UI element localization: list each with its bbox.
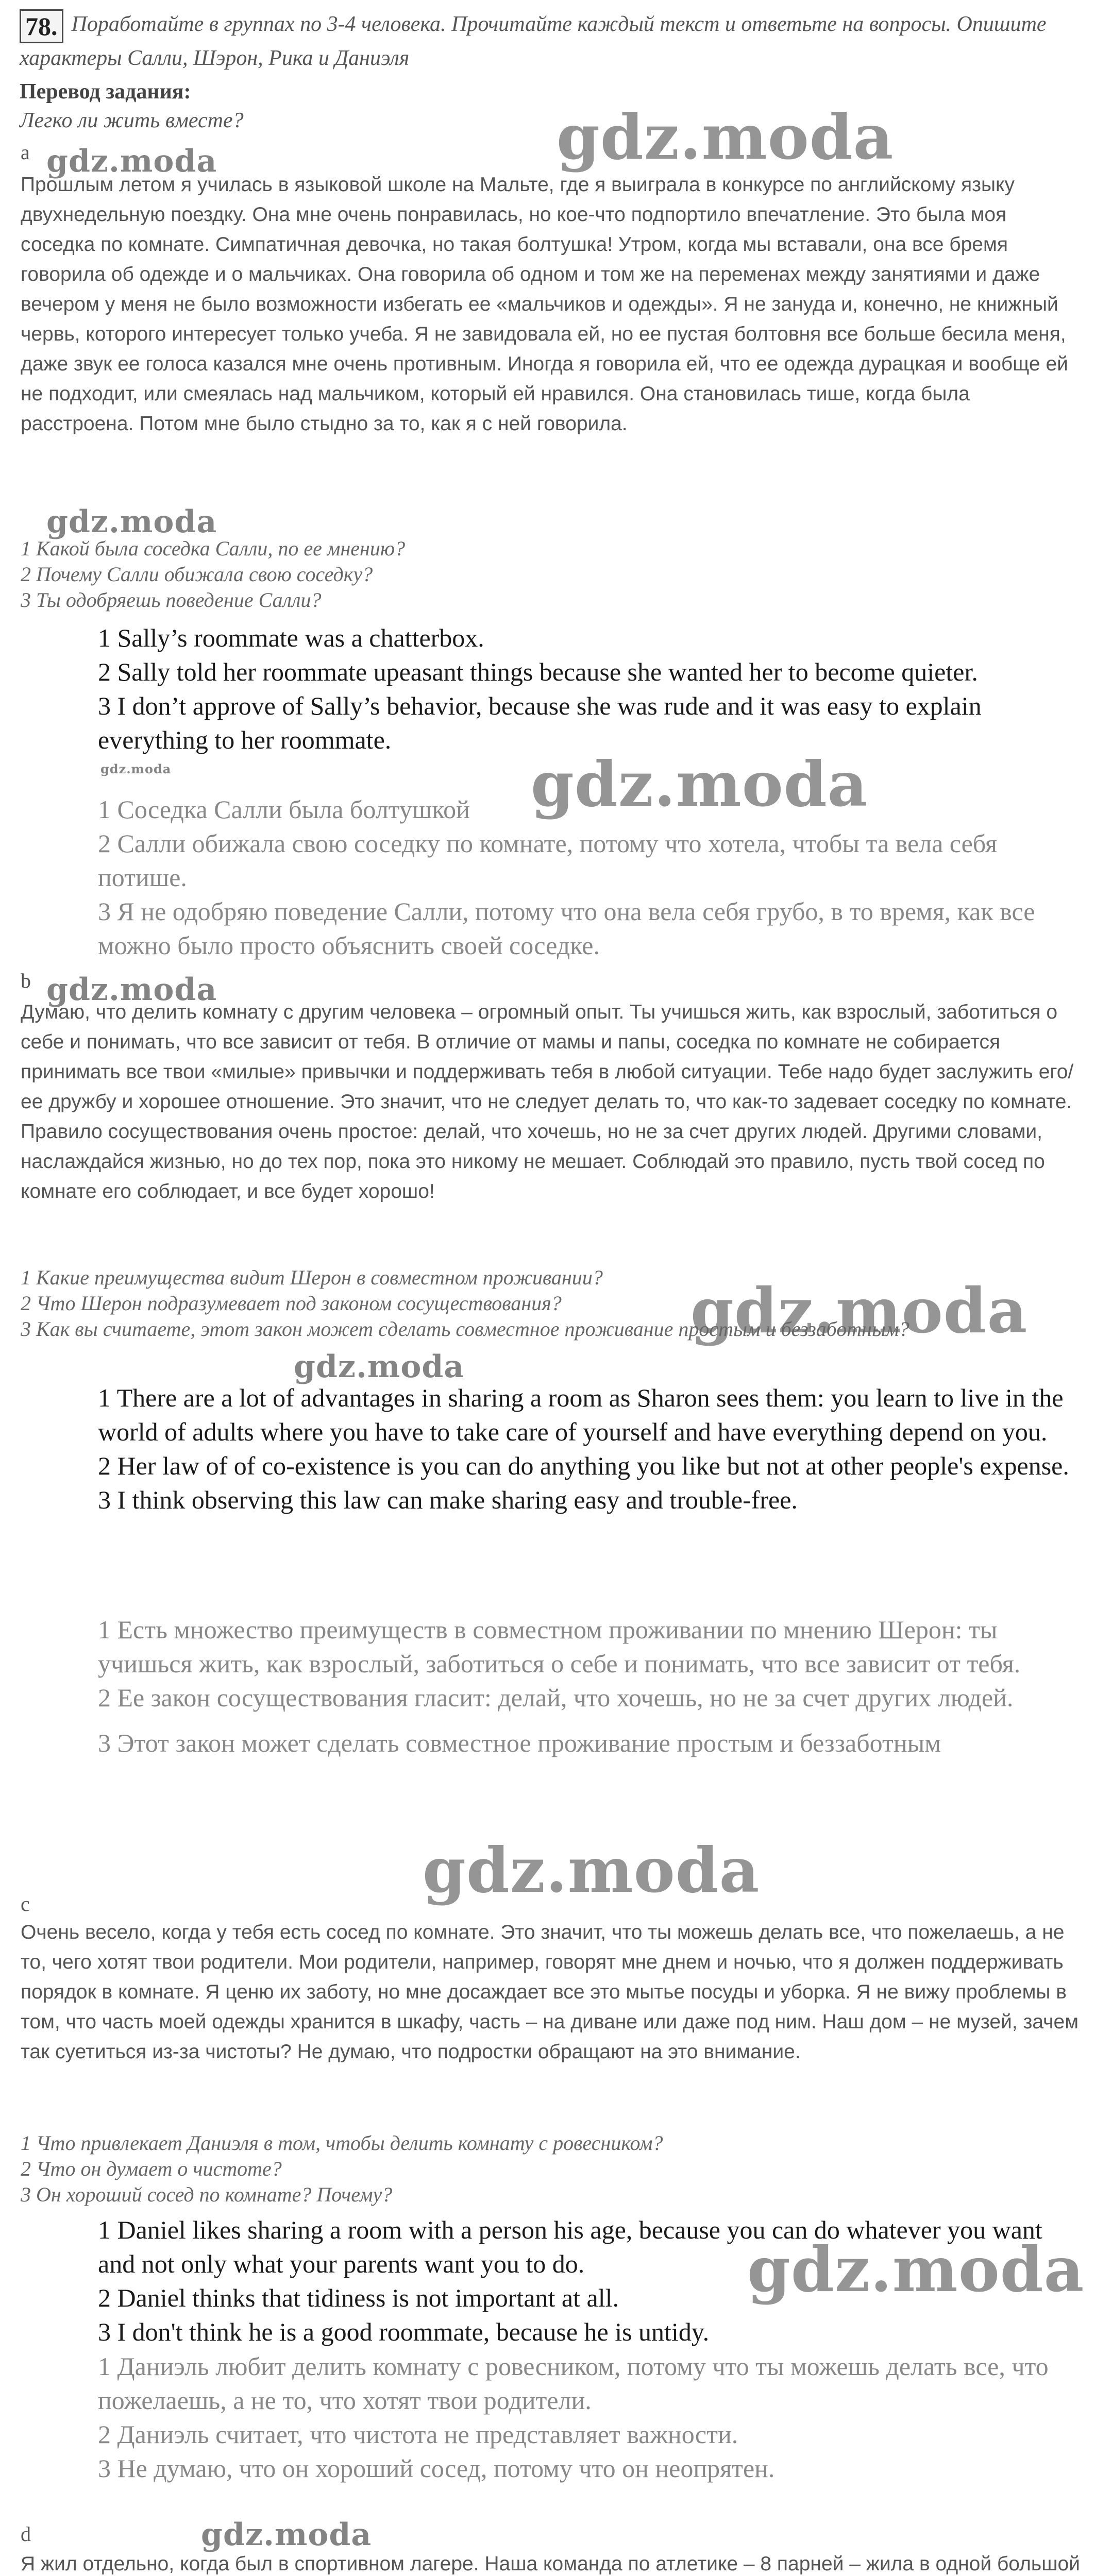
answer-en: 3 I think observing this law can make sharing easy and trouble-free. — [98, 1485, 798, 1514]
watermark: gdz.moda — [100, 761, 172, 776]
section-c-letter: c — [21, 1892, 30, 1916]
section-c-answers-ru — [98, 2349, 1077, 2485]
section-b-answers-en — [98, 1381, 1077, 1517]
question: 2 Почему Салли обижала свою соседку? — [21, 563, 373, 586]
answer-ru: 1 Даниэль любит делить комнату с ровесником, потому что ты можешь делать все, что пожелаешь, а не то, что хотят твои родители. — [98, 2352, 1049, 2415]
question: 3 Ты одобряешь поведение Салли? — [21, 588, 322, 612]
section-b-letter: b — [21, 969, 31, 992]
answer-ru: 2 Ее закон сосуществования гласит: делай, что хочешь, но не за счет других людей. — [98, 1683, 1014, 1712]
watermark: gdz.moda — [46, 504, 217, 540]
question: 2 Что он думает о чистоте? — [21, 2157, 282, 2180]
answer-en: 2 Daniel thinks that tidiness is not important at all. — [98, 2283, 619, 2312]
question: 3 Как вы считаете, этот закон может сделать совместное проживание простым и беззаботным? — [21, 1317, 909, 1341]
question: 1 Что привлекает Даниэля в том, чтобы делить комнату с ровесником? — [21, 2131, 663, 2155]
section-d-letter: d — [21, 2522, 31, 2546]
task-translation — [20, 77, 1091, 135]
question: 3 Он хороший сосед по комнате? Почему? — [21, 2183, 393, 2206]
watermark: gdz.moda — [747, 2233, 1085, 2306]
section-a-answers-ru — [98, 792, 1077, 962]
watermark: gdz.moda — [201, 2517, 372, 2553]
answer-ru: 2 Даниэль считает, что чистота не представляет важности. — [98, 2420, 738, 2449]
section-a-answers-en — [98, 621, 1077, 757]
answer-en: 1 Daniel likes sharing a room with a person his age, because you can do whatever you want and not only what your parents want you to do. — [98, 2215, 1042, 2278]
answer-en: 1 There are a lot of advantages in sharing a room as Sharon sees them: you learn to live in the world of adults where you have to take care of yourself and have everything depend on you. — [98, 1383, 1064, 1446]
section-d-body: Я жил отдельно, когда был в спортивном лагере. Наша команда по атлетике – 8 парней – жила в одной большой — [21, 2553, 1080, 2575]
answer-en: 3 I don't think he is a good roommate, because he is untidy. — [98, 2317, 710, 2346]
task-number: 78. — [20, 9, 63, 43]
watermark: gdz.moda — [531, 748, 868, 821]
task-header — [20, 9, 1091, 73]
section-c-questions — [21, 2130, 1092, 2208]
section-a-text: Прошлым летом я училась в языковой школе на Мальте, где я выиграла в конкурсе по английскому языку двухнедельную поездку. Она мне очень понравилась, но кое-что подпортило впечатление. Это была моя соседка по комнате. Симпатичная девочка, но такая болтушка! Утром, когда мы вставали, она все бремя говорила об одежде и о мальчиках. Она говорила об одном и том же на переменах между занятиями и даже вечером у меня не было возможности избегать ее «мальчиков и одежды». Я не зануда и, конечно, не книжный червь, которого интересует только учеба. Я не завидовала ей, но ее пустая болтовня все больше бесила меня, даже звук ее голоса казался мне очень противным. Иногда я говорила ей, что ее одежда дурацкая и вообще ей не подходит, или смеялась над мальчиком, который ей нравился. Она становилась тише, когда была расстроена. Потом мне было стыдно за то, как я с ней говорила. — [21, 174, 1068, 435]
answer-ru: 3 Я не одобряю поведение Салли, потому что она вела себя грубо, в то время, как все можно было просто объяснить своей соседке. — [98, 897, 1035, 960]
task-instruction: Поработайте в группах по 3-4 человека. Прочитайте каждый текст и ответьте на вопросы. Опишите характеры Салли, Шэрон, Рика и Даниэля — [20, 12, 1047, 70]
answer-ru: 2 Салли обижала свою соседку по комнате, потому что хотела, чтобы та вела себя потише. — [98, 829, 997, 892]
watermark: gdz.moda — [690, 1275, 1028, 1347]
section-c-text: Очень весело, когда у тебя есть сосед по комнате. Это значит, что ты можешь делать все, что пожелаешь, а не то, чего хотят твои родители. Мои родители, например, говорят мне днем и ночью, что я должен поддерживать порядок в комнате. Я ценю их заботу, но мне досаждает все это мытье посуды и уборка. Я не вижу проблемы в том, что часть моей одежды хранится в шкафу, часть – на диване или даже под ним. Наш дом – не музей, зачем так суетиться из-за чистоты? Не думаю, что подростки обращают на это внимание. — [21, 1921, 1079, 2063]
translation-label: Перевод задания: — [20, 80, 191, 104]
translation-title: Легко ли жить вместе? — [20, 109, 244, 132]
answer-ru: 3 Не думаю, что он хороший сосед, потому что он неопрятен. — [98, 2454, 775, 2483]
section-a-letter: a — [21, 141, 30, 164]
question: 2 Что Шерон подразумевает под законом сосуществования? — [21, 1292, 562, 1315]
answer-ru: 1 Есть множество преимуществ в совместном проживании по мнению Шерон: ты учишься жить, как взрослый, заботиться о себе и понимать, что все зависит от тебя. — [98, 1615, 1021, 1678]
section-b-text: Думаю, что делить комнату с другим человека – огромный опыт. Ты учишься жить, как взрослый, заботиться о себе и понимать, что все зависит от тебя. В отличие от мамы и папы, соседка по комнате не собирается принимать все твои «милые» привычки и поддерживать тебя в любой ситуации. Тебе надо будет заслужить его/ее дружбу и хорошее отношение. Это значит, что не следует делать то, что как-то задевает соседку по комнате. Правило сосуществования очень простое: делай, что хочешь, но не за счет других людей. Другими словами, наслаждайся жизнью, но до тех пор, пока это никому не мешает. Соблюдай это правило, пусть твой сосед по комнате его соблюдает, и все будет хорошо! — [21, 1001, 1074, 1202]
watermark: gdz.moda — [46, 972, 217, 1008]
watermark: gdz.moda — [46, 143, 217, 179]
section-d-text — [21, 2549, 1082, 2576]
question: 1 Какой была соседка Салли, по ее мнению? — [21, 537, 406, 560]
section-b-questions — [21, 1265, 1092, 1342]
answer-en: 3 I don’t approve of Sally’s behavior, because she was rude and it was easy to explain everything to her roommate. — [98, 691, 982, 754]
answer-en: 2 Her law of of co-existence is you can do anything you like but not at other people's expense. — [98, 1451, 1069, 1480]
answer-ru: 3 Этот закон может сделать совместное проживание простым и беззаботным — [98, 1728, 941, 1757]
section-b-answers-ru — [98, 1613, 1077, 1760]
section-a-questions — [21, 536, 1092, 613]
answer-en: 2 Sally told her roommate upeasant things because she wanted her to become quieter. — [98, 657, 978, 686]
answer-ru: 1 Соседка Салли была болтушкой — [98, 795, 470, 824]
watermark: gdz.moda — [557, 101, 894, 174]
answer-en: 1 Sally’s roommate was a chatterbox. — [98, 623, 484, 652]
watermark: gdz.moda — [423, 1834, 760, 1907]
watermark: gdz.moda — [294, 1349, 465, 1385]
question: 1 Какие преимущества видит Шерон в совместном проживании? — [21, 1266, 603, 1289]
